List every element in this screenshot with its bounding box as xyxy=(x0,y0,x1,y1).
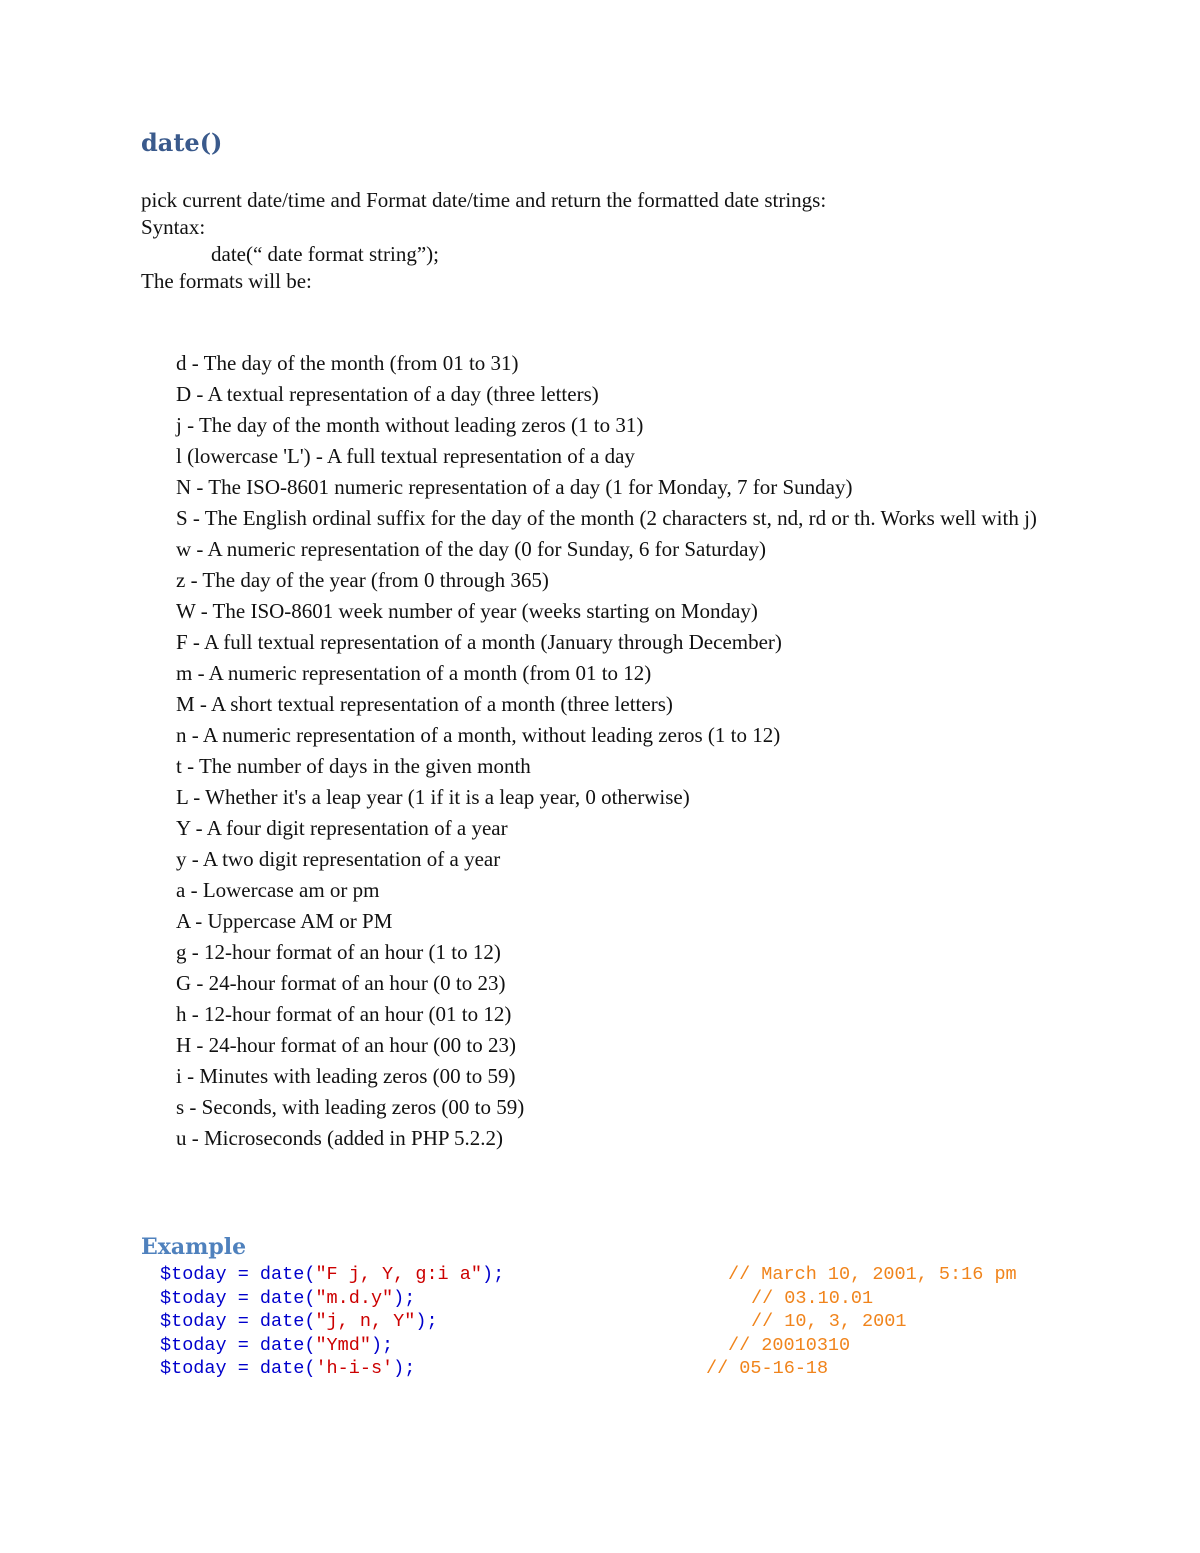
code-line xyxy=(160,1263,1120,1287)
code-close: ); xyxy=(370,1334,394,1356)
format-item: H - 24-hour format of an hour (00 to 23) xyxy=(176,1033,516,1057)
code-call: $today = date( xyxy=(160,1358,316,1379)
code-string: "j, n, Y" xyxy=(315,1311,416,1332)
code-call: $today = date( xyxy=(160,1334,316,1356)
format-item: j - The day of the month without leading zeros (1 to 31) xyxy=(176,413,644,437)
format-item: W - The ISO-8601 week number of year (weeks starting on Monday) xyxy=(176,599,758,623)
format-item: i - Minutes with leading zeros (00 to 59) xyxy=(176,1064,516,1088)
format-item: t - The number of days in the given month xyxy=(176,754,531,778)
format-item: y - A two digit representation of a year xyxy=(176,847,501,871)
code-call: $today = date( xyxy=(160,1264,316,1285)
format-item: S - The English ordinal suffix for the day of the month (2 characters st, nd, rd or th. Works well with j) xyxy=(176,506,1037,530)
code-example xyxy=(160,1263,1120,1381)
format-item: Y - A four digit representation of a year xyxy=(176,816,508,840)
format-item: F - A full textual representation of a month (January through December) xyxy=(176,630,782,654)
code-line xyxy=(160,1334,1120,1358)
format-item: A - Uppercase AM or PM xyxy=(176,909,393,933)
format-item: u - Microseconds (added in PHP 5.2.2) xyxy=(176,1126,504,1150)
format-item: N - The ISO-8601 numeric representation of a day (1 for Monday, 7 for Sunday) xyxy=(176,475,853,499)
format-item: l (lowercase 'L') - A full textual representation of a day xyxy=(176,444,635,468)
code-string: "F j, Y, g:i a" xyxy=(315,1264,482,1285)
format-item: g - 12-hour format of an hour (1 to 12) xyxy=(176,940,501,964)
format-list xyxy=(176,348,1056,1154)
code-string: 'h-i-s' xyxy=(315,1358,394,1379)
code-close: ); xyxy=(393,1287,416,1309)
code-call: $today = date( xyxy=(160,1287,316,1309)
code-string: "Ymd" xyxy=(315,1334,371,1356)
intro-description: pick current date/time and Format date/time and return the formatted date strings: xyxy=(141,188,827,212)
format-item: L - Whether it's a leap year (1 if it is a leap year, 0 otherwise) xyxy=(176,785,690,809)
code-close: ); xyxy=(393,1358,416,1379)
format-item: h - 12-hour format of an hour (01 to 12) xyxy=(176,1002,512,1026)
format-item: n - A numeric representation of a month, without leading zeros (1 to 12) xyxy=(176,723,781,747)
format-item: z - The day of the year (from 0 through 365) xyxy=(176,568,549,592)
format-item: w - A numeric representation of the day (0 for Sunday, 6 for Saturday) xyxy=(176,537,766,561)
format-item: G - 24-hour format of an hour (0 to 23) xyxy=(176,971,506,995)
code-comment: // March 10, 2001, 5:16 pm xyxy=(728,1264,1017,1285)
intro-section xyxy=(141,187,826,295)
code-string: "m.d.y" xyxy=(315,1287,394,1309)
code-line xyxy=(160,1310,1120,1334)
code-comment: // 20010310 xyxy=(728,1334,851,1356)
format-item: a - Lowercase am or pm xyxy=(176,878,380,902)
format-item: D - A textual representation of a day (three letters) xyxy=(176,382,599,406)
code-line xyxy=(160,1357,1120,1381)
code-comment: // 10, 3, 2001 xyxy=(751,1311,907,1332)
code-line xyxy=(160,1287,1120,1311)
example-heading: Example xyxy=(141,1234,247,1260)
formats-label: The formats will be: xyxy=(141,269,312,293)
format-item: m - A numeric representation of a month (from 01 to 12) xyxy=(176,661,652,685)
format-item: M - A short textual representation of a month (three letters) xyxy=(176,692,673,716)
format-item: s - Seconds, with leading zeros (00 to 59) xyxy=(176,1095,525,1119)
code-comment: // 03.10.01 xyxy=(751,1287,874,1309)
code-comment: // 05-16-18 xyxy=(706,1358,829,1379)
code-call: $today = date( xyxy=(160,1311,316,1332)
format-item: d - The day of the month (from 01 to 31) xyxy=(176,351,519,375)
syntax-code: date(“ date format string”); xyxy=(211,242,439,266)
code-close: ); xyxy=(481,1264,505,1285)
page-title: date() xyxy=(141,128,223,157)
code-close: ); xyxy=(415,1311,438,1332)
syntax-label: Syntax: xyxy=(141,215,206,239)
